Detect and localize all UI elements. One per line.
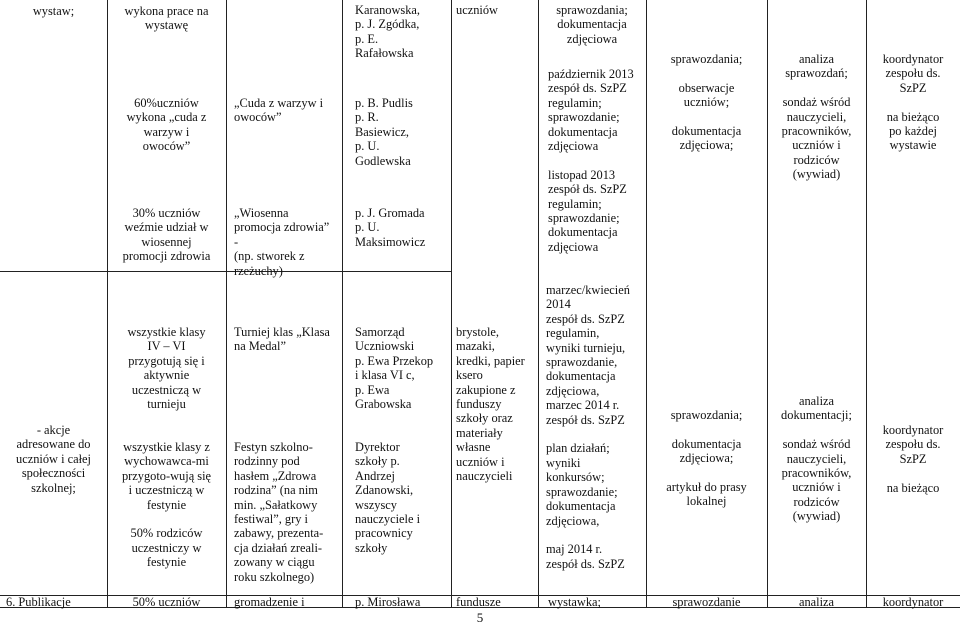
cell-coordinator-b: koordynator zespołu ds. SzPZ na bieżąco: [882, 423, 944, 495]
cell-publications-analysis: analiza: [798, 595, 835, 609]
cell-responsible-festyn: Dyrektor szkoły p. Andrzej Zdanowski, wszyscy nauczyciele i pracownicy szkoły: [355, 440, 421, 555]
cell-task-cuda: „Cuda z warzyw i owoców”: [234, 96, 324, 125]
column-divider: [342, 0, 343, 607]
cell-evaluation-b: sprawozdania; dokumentacja zdjęciowa; artykuł do prasy lokalnej: [666, 408, 747, 509]
cell-publications-coordinator: koordynator: [882, 595, 944, 609]
cell-responsible-turniej: Samorząd Uczniowski p. Ewa Przekop i klasa VI c, p. Ewa Grabowska: [355, 325, 434, 412]
page-number: 5: [476, 610, 484, 625]
cell-coordinator-a: koordynator zespołu ds. SzPZ na bieżąco po każdej wystawie: [882, 52, 944, 153]
cell-goal-festyn: wszystkie klasy z wychowawca-mi przygoto-wują się i uczestniczą w festynie 50% rodziców uczestniczy w festynie: [121, 440, 212, 570]
cell-analysis-a: analiza sprawozdań; sondaż wśród nauczycieli, pracowników, uczniów i rodziców (wywiad): [781, 52, 852, 182]
cell-docs-a: październik 2013 zespół ds. SzPZ regulamin; sprawozdanie; dokumentacja zdjęciowa listopad 2013 zespół ds. SzPZ regulamin; sprawozdanie; dokumentacja zdjęciowa: [548, 67, 634, 254]
cell-publications-resources: fundusze: [456, 595, 501, 609]
cell-publications-task: gromadzenie i: [234, 595, 305, 609]
cell-goal-promocja: 30% uczniów weźmie udział w wiosennej promocji zdrowia: [122, 206, 211, 264]
cell-task-turniej: Turniej klas „Klasa na Medal”: [234, 325, 330, 354]
column-divider: [226, 0, 227, 607]
cell-task-promocja: „Wiosenna promocja zdrowia” - (np. stworek z rzeżuchy): [234, 206, 330, 278]
cell-form-top: wystaw;: [32, 4, 75, 18]
row-divider: [0, 271, 451, 272]
cell-goal-turniej: wszystkie klasy IV – VI przygotują się i aktywnie uczestniczą w turnieju: [127, 325, 206, 412]
cell-task-festyn: Festyn szkolno- rodzinny pod hasłem „Zdrowa rodzina” (na nim min. „Sałatkowy festiwal”, gry i zabawy, prezenta- cja działań zreali- zowany w ciągu roku szkolnego): [234, 440, 324, 584]
cell-publications-goal: 50% uczniów: [132, 595, 201, 609]
cell-publications-responsible: p. Mirosława: [355, 595, 421, 609]
cell-form-akcje: - akcje adresowane do uczniów i całej społeczności szkolnej;: [16, 423, 91, 495]
cell-resources-top: uczniów: [456, 3, 498, 17]
cell-publications-evaluation: sprawozdanie: [672, 595, 741, 609]
column-divider: [538, 0, 539, 607]
cell-responsible-promocja: p. J. Gromada p. U. Maksimowicz: [355, 206, 426, 249]
cell-docs-top: sprawozdania; dokumentacja zdjęciowa: [556, 3, 628, 46]
cell-goal-cuda: 60%uczniów wykona „cuda z warzyw i owoców”: [126, 96, 207, 154]
cell-responsible-top: Karanowska, p. J. Zgódka, p. E. Rafałowska: [355, 3, 421, 61]
cell-evaluation-a: sprawozdania; obserwacje uczniów; dokumentacja zdjęciowa;: [670, 52, 743, 153]
cell-resources-b: brystole, mazaki, kredki, papier ksero zakupione z funduszy szkoły oraz materiały własne uczniów i nauczycieli: [456, 325, 525, 484]
cell-docs-b: marzec/kwiecień 2014 zespół ds. SzPZ regulamin, wyniki turnieju, sprawozdanie, dokumentacja zdjęciowa, marzec 2014 r. zespół ds. SzPZ plan działań; wyniki konkursów; sprawozdanie; dokumentacja zdjęciowa, maj 2014 r. zespół ds. SzPZ: [546, 283, 630, 571]
cell-publications-docs: wystawka;: [548, 595, 601, 609]
cell-goal-top: wykona prace na wystawę: [124, 4, 209, 33]
cell-analysis-b: analiza dokumentacji; sondaż wśród nauczycieli, pracowników, uczniów i rodziców (wywiad): [781, 394, 852, 524]
column-divider: [451, 0, 452, 607]
cell-responsible-cuda: p. B. Pudlis p. R. Basiewicz, p. U. Godlewska: [355, 96, 413, 168]
cell-publications-form: 6. Publikacje: [6, 595, 71, 609]
